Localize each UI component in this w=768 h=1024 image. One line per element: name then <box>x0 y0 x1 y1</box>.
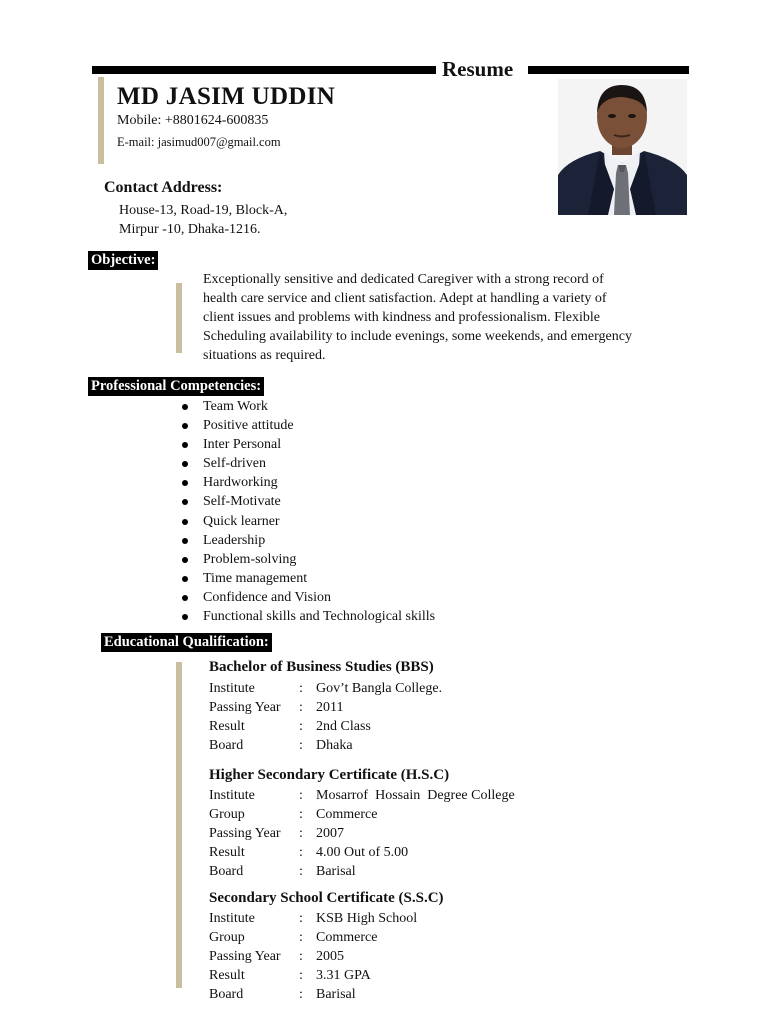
table-row: Result : 4.00 Out of 5.00 <box>209 845 409 860</box>
profile-photo <box>558 79 687 215</box>
bullet-icon <box>182 499 188 505</box>
bullet-icon <box>182 538 188 544</box>
person-name: MD JASIM UDDIN <box>117 83 336 110</box>
list-item: Team Work <box>180 397 435 416</box>
table-row: Institute : Mosarrof Hossain Degree College <box>209 788 515 803</box>
table-row: Board : Barisal <box>209 864 356 879</box>
objective-heading: Objective: <box>88 251 158 270</box>
bullet-icon <box>182 480 188 486</box>
header-rule-left <box>92 66 436 74</box>
table-row: Passing Year : 2011 <box>209 700 344 715</box>
table-row: Result : 2nd Class <box>209 719 371 734</box>
objective-accent-bar <box>176 283 182 353</box>
email-address: E-mail: jasimud007@gmail.com <box>117 135 281 149</box>
education-heading: Educational Qualification: <box>101 633 272 652</box>
table-row: Group : Commerce <box>209 930 378 945</box>
bullet-icon <box>182 595 188 601</box>
bullet-icon <box>182 614 188 620</box>
bullet-icon <box>182 461 188 467</box>
list-item: Problem-solving <box>180 550 435 569</box>
table-row: Board : Barisal <box>209 987 356 1002</box>
list-item: Confidence and Vision <box>180 588 435 607</box>
list-item: Inter Personal <box>180 435 435 454</box>
competencies-list <box>180 397 435 626</box>
bullet-icon <box>182 423 188 429</box>
table-row: Result : 3.31 GPA <box>209 968 371 983</box>
objective-line: Scheduling availability to include evenings, some weekends, and emergency <box>203 329 632 344</box>
education-accent-bar <box>176 662 182 988</box>
bullet-icon <box>182 442 188 448</box>
bullet-icon <box>182 519 188 525</box>
objective-line: situations as required. <box>203 348 326 363</box>
table-row: Institute : KSB High School <box>209 911 418 926</box>
list-item: Time management <box>180 569 435 588</box>
list-item: Self-driven <box>180 454 435 473</box>
list-item: Positive attitude <box>180 416 435 435</box>
competencies-heading: Professional Competencies: <box>88 377 264 396</box>
degree-title-hsc: Higher Secondary Certificate (H.S.C) <box>209 767 450 783</box>
objective-line: health care service and client satisfaction. Adept at handling a variety of <box>203 291 607 306</box>
table-row: Board : Dhaka <box>209 738 353 753</box>
resume-title: Resume <box>442 57 514 81</box>
bullet-icon <box>182 404 188 410</box>
list-item: Functional skills and Technological skills <box>180 607 435 626</box>
contact-line-2: Mirpur -10, Dhaka-1216. <box>119 222 261 237</box>
person-portrait-icon <box>558 79 687 215</box>
objective-text <box>203 270 643 365</box>
list-item: Self-Motivate <box>180 492 435 511</box>
header-rule-right <box>528 66 689 74</box>
objective-line: client issues and problems with kindness and professionalism. Flexible <box>203 310 601 325</box>
list-item: Hardworking <box>180 473 435 492</box>
table-row: Group : Commerce <box>209 807 378 822</box>
contact-line-1: House-13, Road-19, Block-A, <box>119 203 288 218</box>
bullet-icon <box>182 557 188 563</box>
name-accent-bar <box>98 77 104 164</box>
objective-line: Exceptionally sensitive and dedicated Caregiver with a strong record of <box>203 272 604 287</box>
degree-title-bbs: Bachelor of Business Studies (BBS) <box>209 659 434 675</box>
bullet-icon <box>182 576 188 582</box>
table-row: Institute : Gov’t Bangla College. <box>209 681 443 696</box>
table-row: Passing Year : 2005 <box>209 949 344 964</box>
table-row: Passing Year : 2007 <box>209 826 344 841</box>
contact-heading: Contact Address: <box>104 179 223 196</box>
degree-title-ssc: Secondary School Certificate (S.S.C) <box>209 890 444 906</box>
list-item: Quick learner <box>180 512 435 531</box>
mobile-number: Mobile: +8801624-600835 <box>117 113 269 128</box>
list-item: Leadership <box>180 531 435 550</box>
